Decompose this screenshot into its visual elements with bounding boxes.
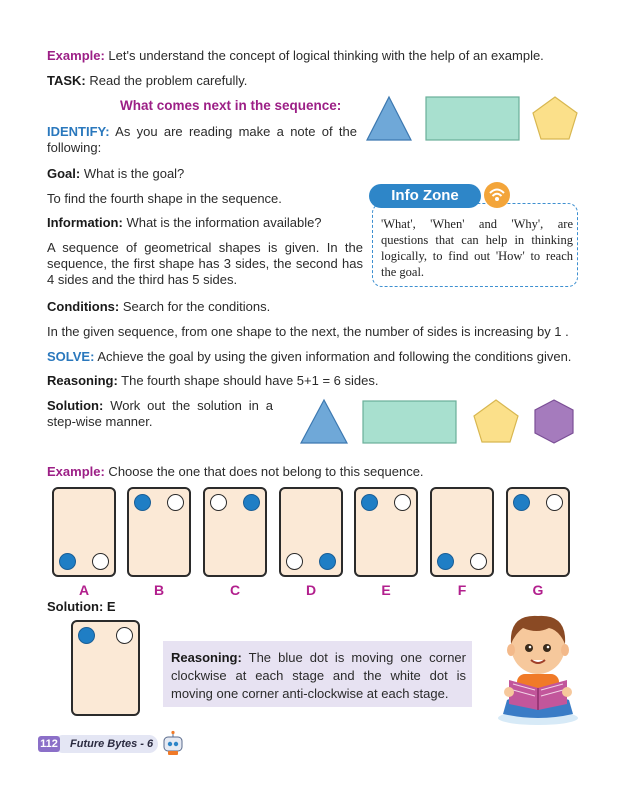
reasoning-label: Reasoning: (47, 373, 118, 388)
solution-e: Solution: E (47, 599, 116, 614)
white-dot (116, 627, 133, 644)
solution-text: Work out the solution in a step-wise manner. (47, 398, 273, 429)
blue-dot (437, 553, 454, 570)
information-text: What is the information available? (122, 215, 322, 230)
goal-label: Goal: (47, 166, 81, 181)
white-dot (394, 494, 411, 511)
reasoning-box-label: Reasoning: (171, 650, 242, 665)
option-label-f: F (457, 582, 467, 598)
conditions-label: Conditions: (47, 299, 120, 314)
blue-dot (361, 494, 378, 511)
white-dot (470, 553, 487, 570)
reasoning-box-text: The blue dot is moving one corner clockwise at each stage and the white dot is moving one corner anti-clockwise at each stage. (171, 650, 466, 701)
option-label-a: A (78, 582, 90, 598)
sequence-question: What comes next in the sequence: (120, 98, 342, 113)
option-card-a[interactable] (52, 487, 116, 577)
information-paragraph: A sequence of geometrical shapes is given. In the sequence, the first shape has 3 sides, the second has 4 sides and the third has 5 sides. (47, 240, 363, 287)
example2-line (47, 464, 424, 480)
solution-label: Solution: (47, 398, 104, 413)
task-text: Read the problem carefully. (85, 73, 248, 88)
white-dot (92, 553, 109, 570)
reasoning-box (163, 641, 472, 707)
option-label-b: B (153, 582, 165, 598)
identify-text: As you are reading make a note of the following: (47, 124, 357, 155)
option-label-g: G (532, 582, 544, 598)
solve-line (47, 349, 571, 365)
page-number: 112 (38, 736, 60, 752)
reasoning-text: The fourth shape should have 5+1 = 6 sides. (117, 373, 379, 388)
rectangle-shape (426, 97, 519, 140)
footer-book-title (54, 735, 158, 753)
example-text: Let's understand the concept of logical thinking with the help of an example. (104, 48, 544, 63)
identify-label: IDENTIFY: (47, 124, 110, 139)
white-dot (210, 494, 227, 511)
blue-dot (319, 553, 336, 570)
option-label-e: E (381, 582, 391, 598)
white-dot (286, 553, 303, 570)
task-label: TASK: (47, 73, 86, 88)
book-title: Future Bytes - 6 (70, 738, 154, 750)
wifi-bulb-icon (482, 180, 512, 210)
conditions-line (47, 299, 270, 315)
info-zone-title: Info Zone (369, 184, 481, 208)
goal-answer: To find the fourth shape in the sequence. (47, 191, 282, 206)
goal-text: What is the goal? (80, 166, 185, 181)
identify-line (47, 124, 357, 156)
information-line (47, 215, 322, 231)
option-label-c: C (229, 582, 241, 598)
triangle-shape (367, 97, 411, 140)
option-label-d: D (305, 582, 317, 598)
boy-reading-illustration (493, 604, 583, 726)
option-card-g[interactable] (506, 487, 570, 577)
information-label: Information: (47, 215, 123, 230)
option-card-d[interactable] (279, 487, 343, 577)
answer-card (71, 620, 140, 716)
blue-dot (243, 494, 260, 511)
option-card-b[interactable] (127, 487, 191, 577)
pentagon-shape (533, 97, 577, 139)
conditions-paragraph: In the given sequence, from one shape to the next, the number of sides is increasing by 1 . (47, 324, 569, 339)
sequence-shapes-top (366, 95, 582, 143)
white-dot (546, 494, 563, 511)
blue-dot (513, 494, 530, 511)
triangle-shape (301, 400, 347, 443)
goal-line (47, 166, 184, 182)
example-intro (47, 48, 544, 64)
pentagon-shape (474, 400, 518, 442)
conditions-text: Search for the conditions. (119, 299, 271, 314)
info-zone-text: 'What', 'When' and 'Why', are questions that can help in thinking logically, to find out 'How' to reach the goal. (381, 217, 573, 279)
white-dot (167, 494, 184, 511)
example2-text: Choose the one that does not belong to this sequence. (104, 464, 424, 479)
solution-line (47, 398, 273, 430)
example-label: Example: (47, 48, 105, 63)
blue-dot (78, 627, 95, 644)
option-card-f[interactable] (430, 487, 494, 577)
example2-label: Example: (47, 464, 105, 479)
reasoning-line (47, 373, 378, 389)
rectangle-shape (363, 401, 456, 443)
task-line (47, 73, 247, 89)
hexagon-shape (535, 400, 573, 443)
robot-icon (161, 730, 185, 756)
option-card-e[interactable] (354, 487, 418, 577)
solve-label: SOLVE: (47, 349, 95, 364)
option-card-c[interactable] (203, 487, 267, 577)
blue-dot (134, 494, 151, 511)
sequence-shapes-solution (300, 398, 580, 446)
blue-dot (59, 553, 76, 570)
solve-text: Achieve the goal by using the given information and following the conditions given. (94, 349, 572, 364)
